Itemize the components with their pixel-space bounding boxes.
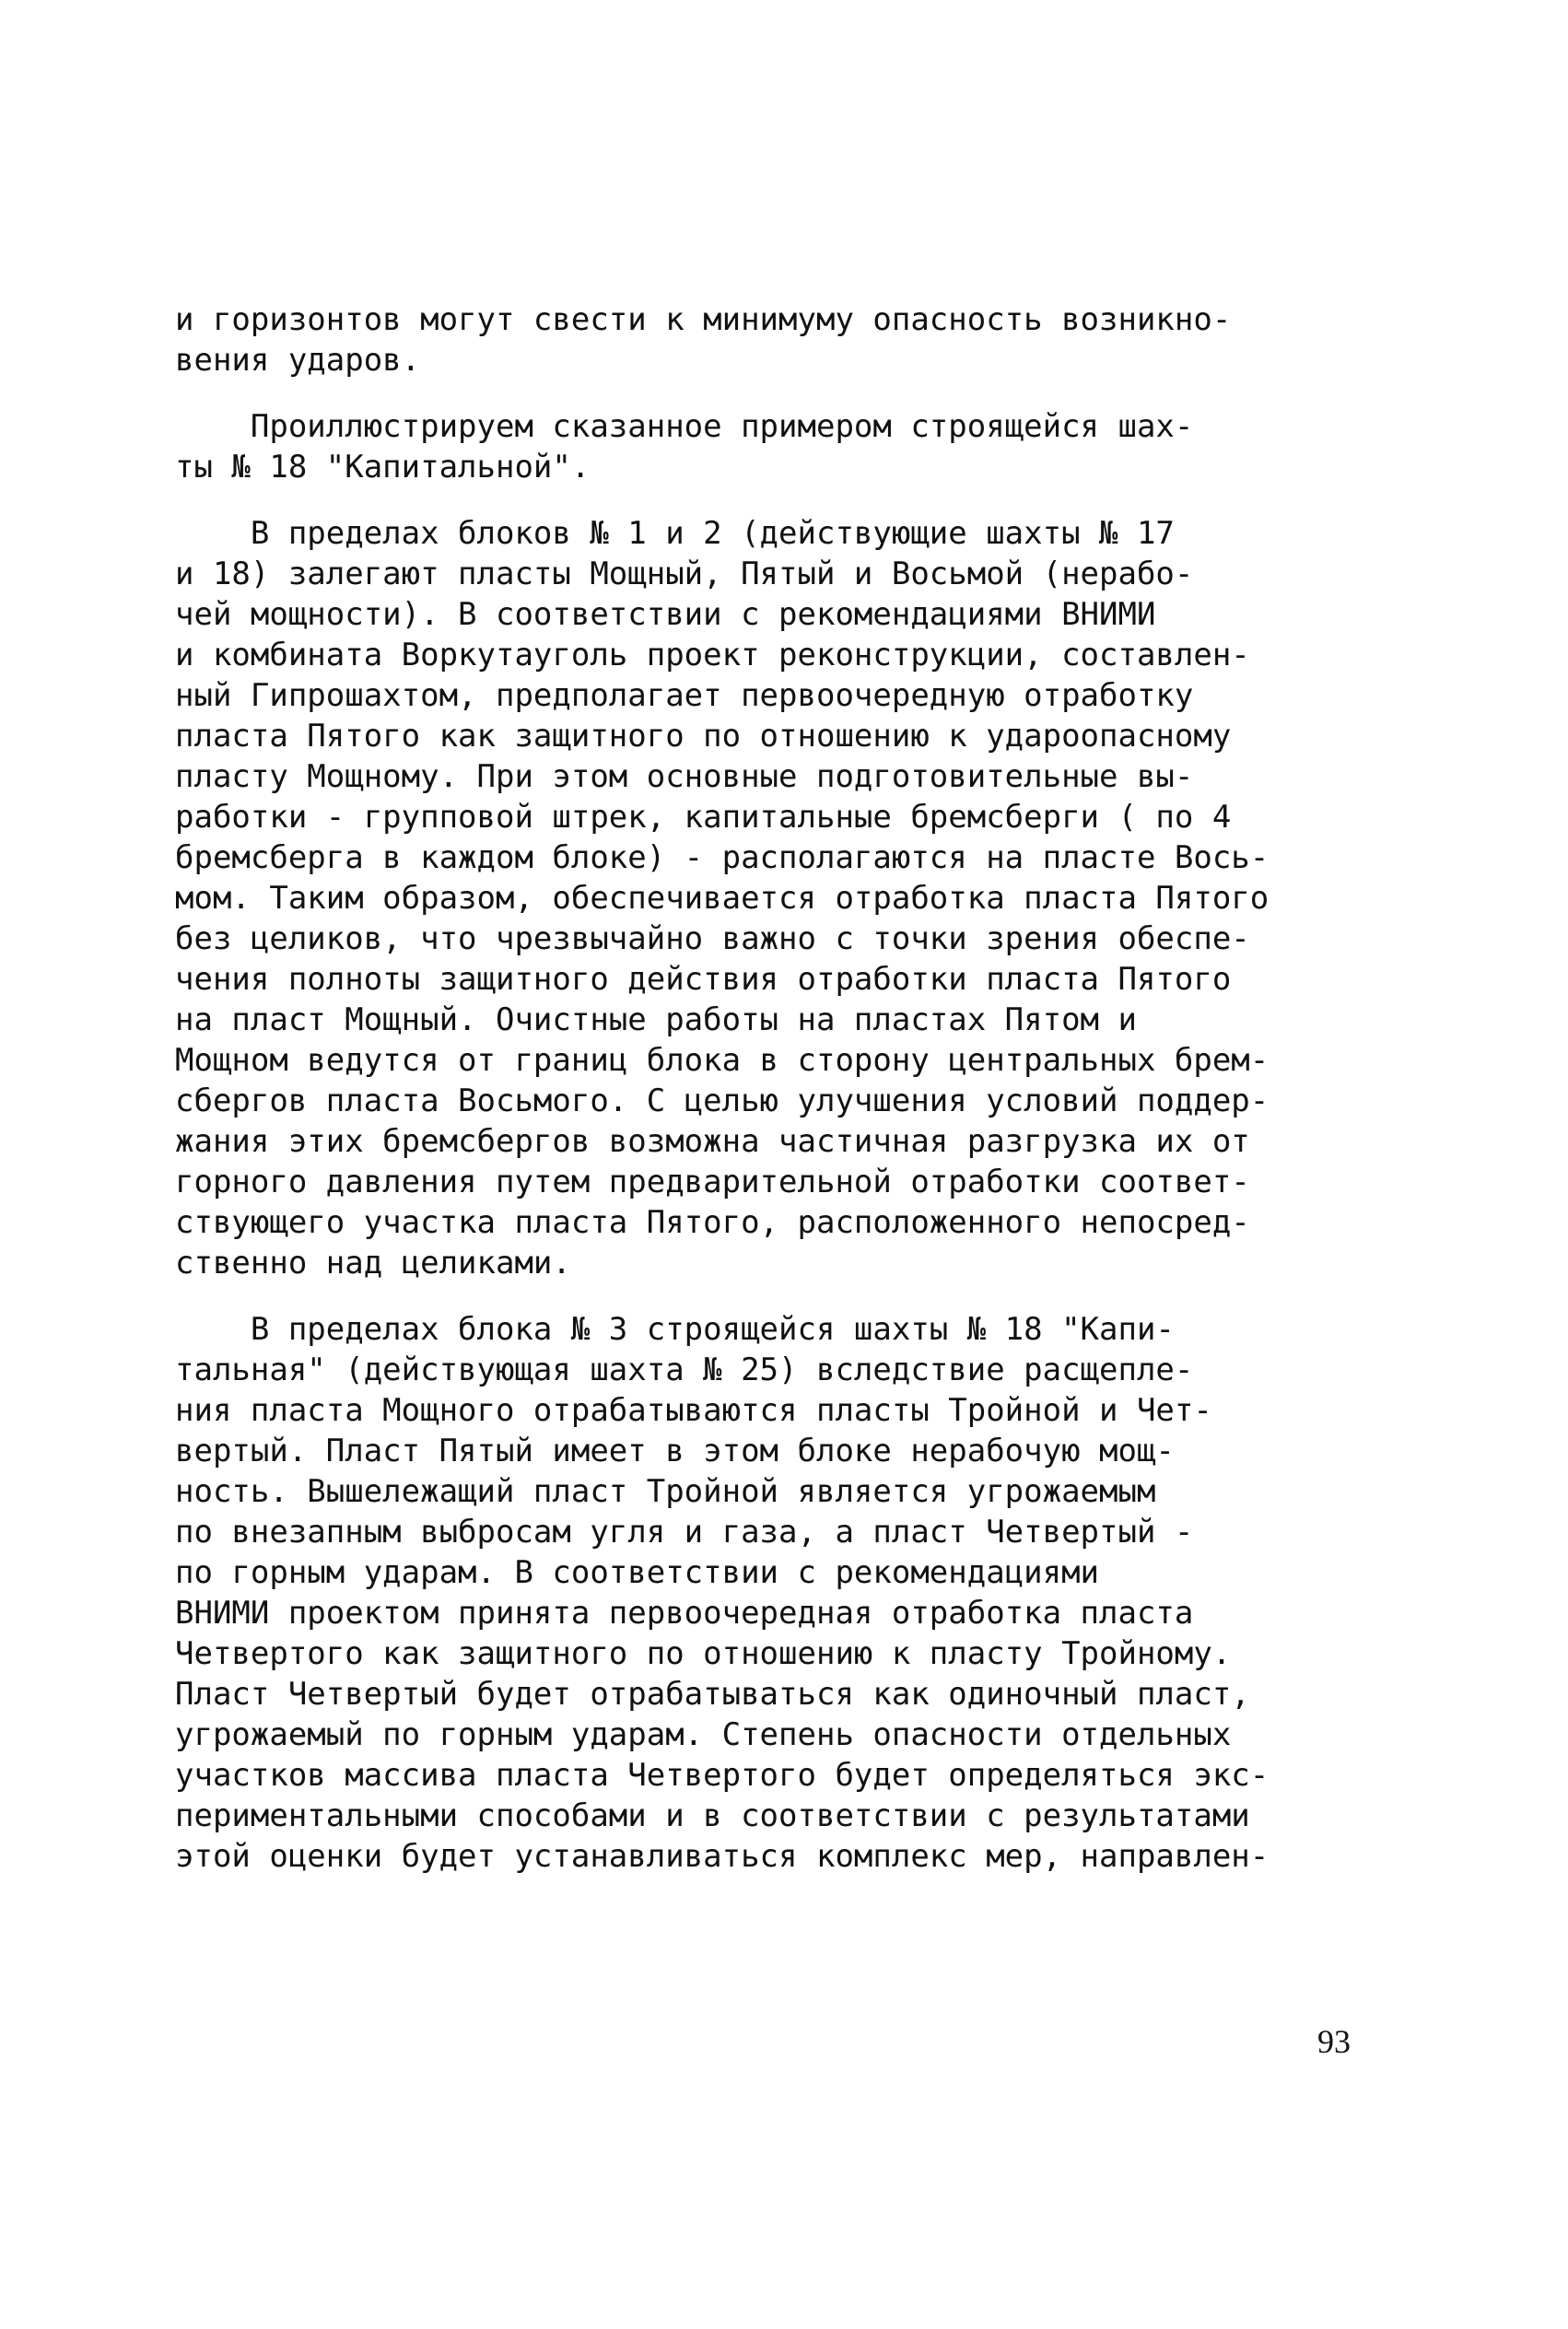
text-line: и 18) залегают пласты Мощный, Пятый и Восьмой (нерабо- — [175, 556, 1194, 592]
text-line: Проиллюстрируем сказанное примером строящейся шах- — [175, 408, 1194, 445]
text-line: бремсберга в каждом блоке) - располагаются на пласте Вось- — [175, 839, 1270, 876]
text-line: без целиков, что чрезвычайно важно с точки зрения обеспе- — [175, 920, 1250, 957]
page-number: 93 — [1317, 2023, 1351, 2060]
text-line: периментальными способами и в соответствии с результатами — [175, 1797, 1250, 1834]
text-line: пласта Пятого как защитного по отношению к удароопасному — [175, 718, 1232, 755]
text-line: вертый. Пласт Пятый имеет в этом блоке нерабочую мощ- — [175, 1433, 1175, 1469]
text-line: пласту Мощному. При этом основные подготовительные вы- — [175, 758, 1194, 795]
text-line: и горизонтов могут свести к минимуму опасность возникно- — [175, 301, 1232, 338]
text-line: мом. Таким образом, обеспечивается отработка пласта Пятого — [175, 880, 1270, 917]
text-line: работки - групповой штрек, капитальные бремсберги ( по 4 — [175, 799, 1232, 836]
paragraph-2 — [175, 406, 1428, 487]
text-line: и комбината Воркутауголь проект реконструкции, составлен- — [175, 637, 1250, 673]
text-line: горного давления путем предварительной отработки соответ- — [175, 1164, 1250, 1200]
text-line: чей мощности). В соответствии с рекомендациями ВНИМИ — [175, 596, 1156, 633]
text-line: по горным ударам. В соответствии с рекомендациями — [175, 1554, 1100, 1591]
text-line: по внезапным выбросам угля и газа, а пласт Четвертый - — [175, 1514, 1194, 1551]
text-line: ния пласта Мощного отрабатываются пласты Тройной и Чет- — [175, 1392, 1212, 1429]
text-line: Мощном ведутся от границ блока в сторону центральных брем- — [175, 1042, 1270, 1079]
text-line: тальная" (действующая шахта № 25) вследствие расщепле- — [175, 1352, 1194, 1388]
text-line: В пределах блоков № 1 и 2 (действующие шахты № 17 — [175, 515, 1175, 552]
text-line: ты № 18 "Капитальной". — [175, 449, 591, 486]
text-line: вения ударов. — [175, 342, 421, 379]
text-line: Четвертого как защитного по отношению к пласту Тройному. — [175, 1635, 1232, 1672]
text-line: ствующего участка пласта Пятого, расположенного непосред- — [175, 1204, 1250, 1241]
paragraph-1 — [175, 299, 1428, 380]
paragraph-4 — [175, 1309, 1428, 1877]
text-line: чения полноты защитного действия отработки пласта Пятого — [175, 961, 1232, 998]
text-line: участков массива пласта Четвертого будет определяться экс- — [175, 1757, 1270, 1794]
text-line: на пласт Мощный. Очистные работы на пластах Пятом и — [175, 1001, 1137, 1038]
paragraph-3 — [175, 513, 1428, 1283]
text-line: ВНИМИ проектом принята первоочередная отработка пласта — [175, 1595, 1194, 1632]
text-line: ный Гипрошахтом, предполагает первоочередную отработку — [175, 677, 1194, 714]
body-text — [175, 299, 1428, 1877]
text-line: В пределах блока № 3 строящейся шахты № 18 "Капи- — [175, 1311, 1175, 1348]
text-line: жания этих бремсбергов возможна частичная разгрузка их от — [175, 1123, 1250, 1160]
text-line: сбергов пласта Восьмого. С целью улучшения условий поддер- — [175, 1083, 1270, 1119]
text-line: ность. Вышележащий пласт Тройной является угрожаемым — [175, 1473, 1156, 1510]
text-line: этой оценки будет устанавливаться комплекс мер, направлен- — [175, 1838, 1270, 1875]
text-line: ственно над целиками. — [175, 1245, 571, 1282]
text-line: угрожаемый по горным ударам. Степень опасности отдельных — [175, 1716, 1232, 1753]
text-line: Пласт Четвертый будет отрабатываться как одиночный пласт, — [175, 1676, 1250, 1713]
